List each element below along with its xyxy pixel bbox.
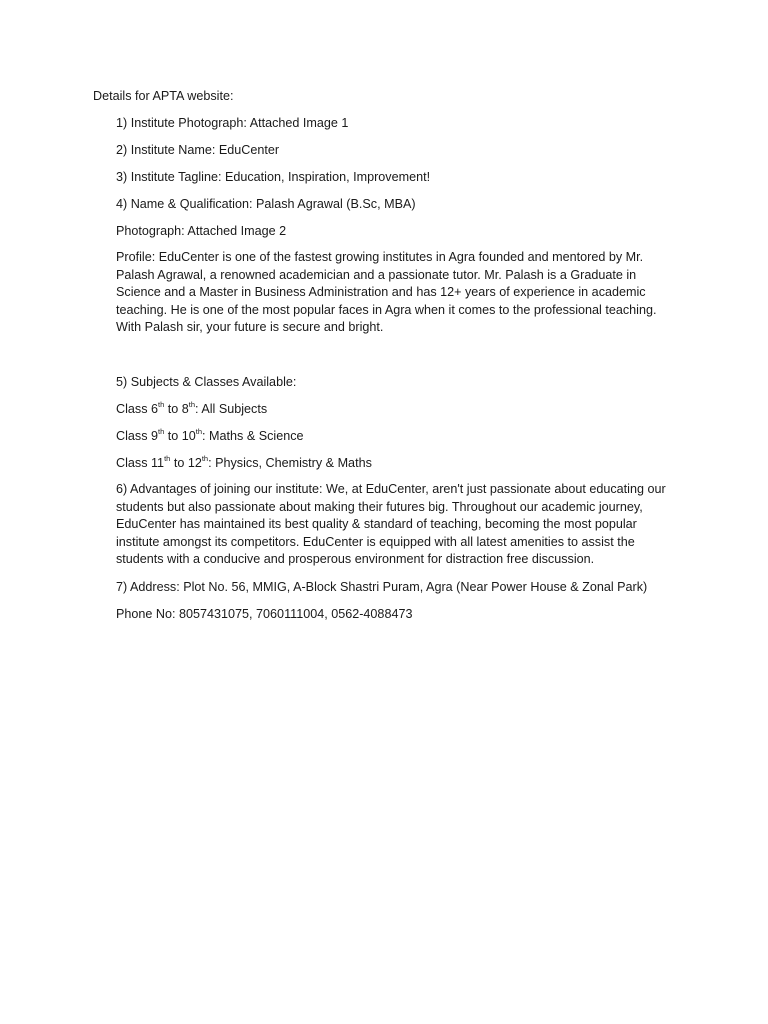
class-range-6-8 <box>116 400 681 418</box>
phone-line: Phone No: 8057431075, 7060111004, 0562-4088473 <box>116 606 413 621</box>
address-line: 7) Address: Plot No. 56, MMIG, A-Block Shastri Puram, Agra (Near Power House & Zonal Park) <box>116 579 648 594</box>
class-mid: to 12 <box>170 455 202 470</box>
item-institute-tagline: 3) Institute Tagline: Education, Inspiration, Improvement! <box>116 170 431 184</box>
ordinal-suffix: th <box>164 453 171 463</box>
ordinal-suffix: th <box>158 426 165 436</box>
advantages-paragraph: 6) Advantages of joining our institute: We, at EduCenter, aren't just passionate about educating our students but also passionate about making their futures big. Throughout our academic journey, EduCenter has maintained its best quality & standard of teaching, becoming the most popular institute amongst its competitors. EduCenter is equipped with all latest amenities to assist the students with a conducive and prosperous environment for distraction free discussion. <box>116 481 666 567</box>
spacer <box>116 346 681 373</box>
class-range-11-12 <box>116 454 681 472</box>
class-subjects: : Physics, Chemistry & Maths <box>208 455 372 470</box>
ordinal-suffix: th <box>158 399 165 409</box>
document-body <box>116 114 681 632</box>
subjects-heading: 5) Subjects & Classes Available: <box>116 374 297 389</box>
class-prefix: Class 11 <box>116 455 165 470</box>
profile-paragraph: Profile: EduCenter is one of the fastest growing institutes in Agra founded and mentored by Mr. Palash Agrawal, a renowned academician and a passionate tutor. Mr. Palash is a Graduate in Science and a Master in Business Administration and has 12+ years of experience in academic teaching. He is one of the most popular faces in Agra when it comes to the professional teaching. With Palash sir, your future is secure and bright. <box>116 250 657 335</box>
item-photograph-2: Photograph: Attached Image 2 <box>116 224 287 238</box>
class-subjects: : All Subjects <box>195 401 268 416</box>
item-institute-photograph: 1) Institute Photograph: Attached Image 1 <box>116 116 349 130</box>
ordinal-suffix: th <box>201 453 209 463</box>
class-subjects: : Maths & Science <box>202 428 304 443</box>
class-mid: to 10 <box>164 428 196 443</box>
class-mid: to 8 <box>164 401 189 416</box>
ordinal-suffix: th <box>188 399 196 409</box>
document-heading: Details for APTA website: <box>93 89 234 103</box>
class-range-9-10 <box>116 427 681 445</box>
ordinal-suffix: th <box>195 426 203 436</box>
class-prefix: Class 6 <box>116 401 158 416</box>
item-name-qualification: 4) Name & Qualification: Palash Agrawal (B.Sc, MBA) <box>116 197 416 211</box>
class-prefix: Class 9 <box>116 428 158 443</box>
item-institute-name: 2) Institute Name: EduCenter <box>116 143 280 157</box>
